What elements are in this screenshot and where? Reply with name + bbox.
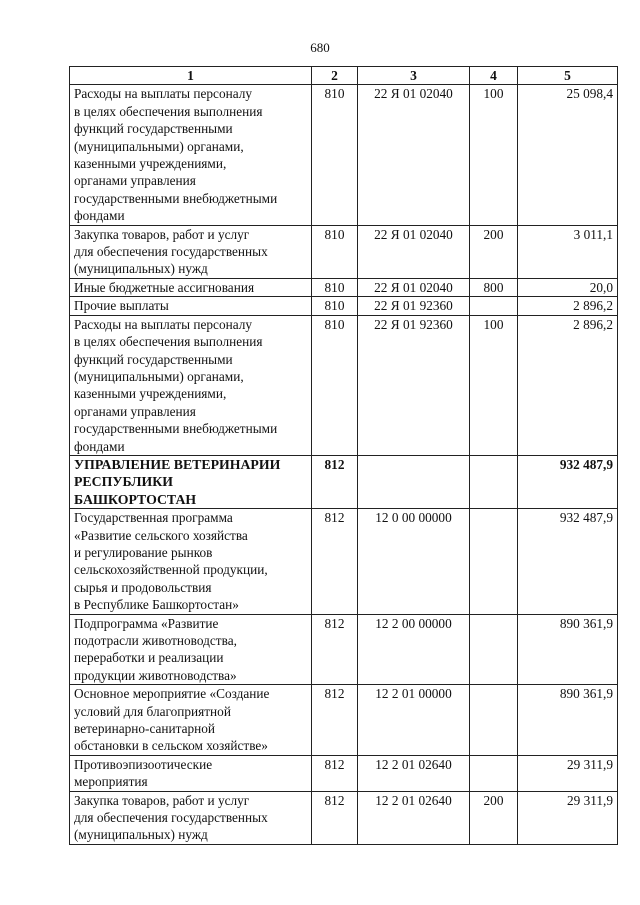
row-amount-cell: 932 487,9 — [518, 509, 618, 614]
row-target-cell: 12 2 01 02640 — [358, 755, 470, 791]
row-amount-cell: 890 361,9 — [518, 614, 618, 685]
row-name-line: в Республике Башкортостан» — [74, 597, 239, 613]
row-expense-cell — [470, 297, 518, 315]
row-target-cell: 22 Я 01 02040 — [358, 225, 470, 278]
row-expense-cell: 100 — [470, 85, 518, 225]
row-amount-cell: 2 896,2 — [518, 315, 618, 455]
table-row — [70, 315, 618, 455]
row-amount-cell: 25 098,4 — [518, 85, 618, 225]
row-name-line: Подпрограмма «Развитие — [74, 615, 219, 631]
row-name-cell — [70, 455, 312, 508]
row-amount-cell: 2 896,2 — [518, 297, 618, 315]
header-cell-5: 5 — [518, 67, 618, 85]
row-name-line: Расходы на выплаты персоналу — [74, 86, 253, 102]
row-name-line: РЕСПУБЛИКИ — [74, 474, 173, 490]
row-amount-cell: 29 311,9 — [518, 791, 618, 844]
row-name-line: сельскохозяйственной продукции, — [74, 562, 268, 578]
row-name-line: функций государственными — [74, 351, 233, 367]
row-code-cell: 810 — [312, 297, 358, 315]
row-name-line: казенными учреждениями, — [74, 386, 227, 402]
row-name-cell — [70, 85, 312, 225]
row-code-cell: 812 — [312, 791, 358, 844]
row-name-line: обстановки в сельском хозяйстве» — [74, 738, 268, 754]
row-code-cell: 810 — [312, 278, 358, 296]
row-expense-cell — [470, 685, 518, 756]
row-code-cell: 810 — [312, 315, 358, 455]
row-code-cell: 812 — [312, 455, 358, 508]
row-target-cell — [358, 455, 470, 508]
row-name-line: Закупка товаров, работ и услуг — [74, 792, 250, 808]
table-row — [70, 297, 618, 315]
table-row — [70, 791, 618, 844]
row-name-cell — [70, 791, 312, 844]
row-amount-cell: 890 361,9 — [518, 685, 618, 756]
row-amount-cell: 3 011,1 — [518, 225, 618, 278]
row-name-line: органами управления — [74, 403, 196, 419]
row-name-cell — [70, 509, 312, 614]
row-name-cell — [70, 278, 312, 296]
row-expense-cell: 200 — [470, 791, 518, 844]
row-name-line: в целях обеспечения выполнения — [74, 334, 263, 350]
row-target-cell: 12 2 01 00000 — [358, 685, 470, 756]
row-name-line: Противоэпизоотические — [74, 756, 213, 772]
row-target-cell: 12 2 01 02640 — [358, 791, 470, 844]
table-row — [70, 685, 618, 756]
row-code-cell: 810 — [312, 225, 358, 278]
row-name-line: органами управления — [74, 173, 196, 189]
table-row — [70, 755, 618, 791]
row-target-cell: 22 Я 01 92360 — [358, 297, 470, 315]
header-cell-2: 2 — [312, 67, 358, 85]
header-row — [70, 67, 618, 85]
row-name-line: и регулирование рынков — [74, 544, 213, 560]
row-name-cell — [70, 755, 312, 791]
row-name-line: условий для благоприятной — [74, 703, 231, 719]
table-row — [70, 225, 618, 278]
row-name-line: Расходы на выплаты персоналу — [74, 316, 253, 332]
row-name-line: (муниципальных) нужд — [74, 827, 208, 843]
row-amount-cell: 29 311,9 — [518, 755, 618, 791]
row-expense-cell — [470, 614, 518, 685]
header-cell-3: 3 — [358, 67, 470, 85]
row-name-line: БАШКОРТОСТАН — [74, 491, 197, 507]
row-name-line: государственными внебюджетными — [74, 190, 278, 206]
row-name-line: государственными внебюджетными — [74, 421, 278, 437]
row-name-line: фондами — [74, 438, 125, 454]
header-cell-1: 1 — [70, 67, 312, 85]
row-name-line: казенными учреждениями, — [74, 156, 227, 172]
row-name-line: (муниципальных) нужд — [74, 261, 208, 277]
row-code-cell: 812 — [312, 685, 358, 756]
row-name-line: подотрасли животноводства, — [74, 633, 237, 648]
row-name-line: для обеспечения государственных — [74, 810, 268, 826]
table-row — [70, 278, 618, 296]
row-amount-cell: 20,0 — [518, 278, 618, 296]
row-code-cell: 812 — [312, 509, 358, 614]
row-name-cell — [70, 614, 312, 685]
row-expense-cell — [470, 755, 518, 791]
row-name-cell — [70, 297, 312, 315]
row-target-cell: 22 Я 01 02040 — [358, 278, 470, 296]
page-number: 680 — [310, 40, 330, 55]
row-name-line: Прочие выплаты — [74, 298, 169, 314]
row-name-line: для обеспечения государственных — [74, 244, 268, 260]
row-target-cell: 12 0 00 00000 — [358, 509, 470, 614]
row-expense-cell: 200 — [470, 225, 518, 278]
row-name-line: Иные бюджетные ассигнования — [74, 279, 255, 295]
row-name-line: (муниципальными) органами, — [74, 368, 244, 384]
row-name-cell — [70, 685, 312, 756]
row-expense-cell: 100 — [470, 315, 518, 455]
budget-table — [69, 66, 618, 845]
row-target-cell: 22 Я 01 02040 — [358, 85, 470, 225]
table-body — [70, 85, 618, 844]
row-amount-cell: 932 487,9 — [518, 455, 618, 508]
row-expense-cell — [470, 509, 518, 614]
row-name-line: сырья и продовольствия — [74, 579, 212, 595]
table-row — [70, 455, 618, 508]
row-name-line: функций государственными — [74, 121, 233, 137]
table-row — [70, 614, 618, 685]
row-name-line: переработки и реализации — [74, 650, 224, 666]
row-code-cell: 812 — [312, 614, 358, 685]
row-name-line: в целях обеспечения выполнения — [74, 103, 263, 119]
row-name-line: Закупка товаров, работ и услуг — [74, 226, 250, 242]
row-name-line: мероприятия — [74, 774, 148, 790]
row-target-cell: 12 2 00 00000 — [358, 614, 470, 685]
row-name-line: «Развитие сельского хозяйства — [74, 527, 248, 543]
row-code-cell: 810 — [312, 85, 358, 225]
row-code-cell: 812 — [312, 755, 358, 791]
row-name-line: ветеринарно-санитарной — [74, 721, 216, 737]
row-expense-cell — [470, 455, 518, 508]
row-target-cell: 22 Я 01 92360 — [358, 315, 470, 455]
row-name-line: фондами — [74, 208, 125, 224]
row-name-line: УПРАВЛЕНИЕ ВЕТЕРИНАРИИ — [74, 456, 281, 472]
table-row — [70, 85, 618, 225]
row-name-cell — [70, 315, 312, 455]
row-name-line: продукции животноводства» — [74, 667, 237, 683]
row-expense-cell: 800 — [470, 278, 518, 296]
header-cell-4: 4 — [470, 67, 518, 85]
row-name-line: Государственная программа — [74, 510, 233, 526]
table-row — [70, 509, 618, 614]
row-name-line: (муниципальными) органами, — [74, 138, 244, 154]
row-name-line: Основное мероприятие «Создание — [74, 686, 270, 702]
row-name-cell — [70, 225, 312, 278]
